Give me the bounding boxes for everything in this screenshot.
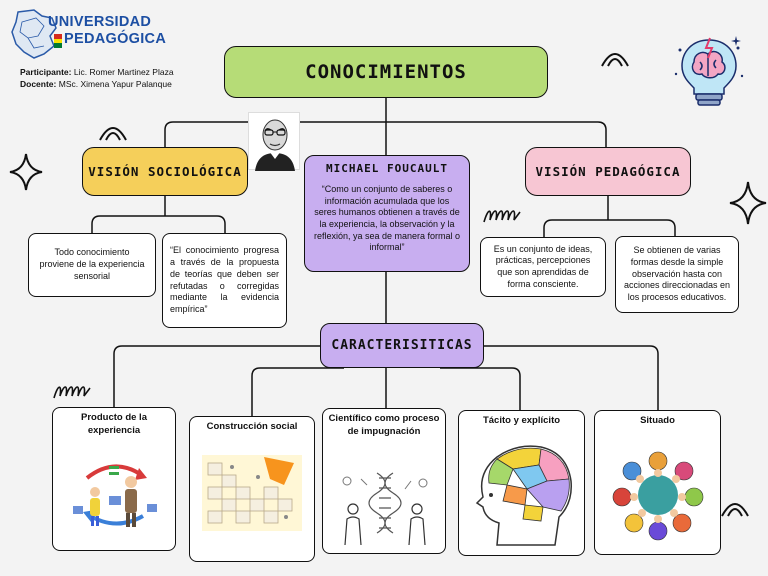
portrait-icon — [249, 113, 301, 171]
characteristic-2-label: Construcción social — [206, 421, 298, 432]
logo-line-1: UNIVERSIDAD — [48, 14, 152, 30]
characteristic-3-label: Científico como proceso de impugnación — [328, 413, 440, 437]
sparkle-icon — [728, 180, 768, 226]
sociologica-item-1 — [28, 233, 156, 297]
main-title: CONOCIMIENTOS — [305, 61, 467, 83]
arc-doodle-icon — [718, 490, 752, 520]
sociologica-item-2-text: “El conocimiento progresa a través de la propuesta de teorías que deben ser refutadas o corregidas mediante la evidencia empírica” — [170, 245, 279, 314]
characteristic-card-2 — [189, 416, 315, 562]
teacher-label: Docente: — [20, 79, 57, 89]
logo-flag-icon — [54, 34, 62, 48]
logo-line-2: PEDAGÓGICA — [64, 31, 167, 47]
caracteristicas-title: CARACTERISITICAS — [331, 338, 473, 353]
teacher-value: MSc. Ximena Yapur Palanque — [58, 79, 172, 89]
characteristic-card-5 — [594, 410, 721, 555]
vision-pedagogica-title: VISIÓN PEDAGÓGICA — [535, 164, 681, 179]
characteristic-card-1 — [52, 407, 176, 551]
characteristic-5-label: Situado — [640, 415, 675, 426]
vision-sociologica-box — [82, 147, 248, 196]
characteristic-4-label: Tácito y explícito — [482, 415, 561, 426]
teacher-line — [20, 79, 172, 90]
vision-pedagogica-box — [525, 147, 691, 196]
characteristic-card-3 — [322, 408, 446, 554]
foucault-quote: “Como un conjunto de saberes o información acumulada que los seres humanos obtienen a través de la experiencia, la observación y la reflexión, ya sea de manera formal o informal” — [313, 184, 461, 253]
people-exchange-icon — [65, 456, 165, 532]
phrenology-head-icon — [467, 437, 577, 547]
participant-value: Lic. Romer Martinez Plaza — [73, 67, 174, 77]
vision-sociologica-title: VISIÓN SOCIOLÓGICA — [88, 164, 242, 179]
foucault-portrait — [248, 112, 300, 170]
foucault-title: MICHAEL FOUCAULT — [326, 162, 448, 175]
pedagogica-item-1 — [480, 237, 606, 297]
participant-label: Participante: — [20, 67, 72, 77]
puzzle-icon — [202, 455, 302, 531]
sparkle-icon — [8, 152, 44, 192]
pedagogica-item-2-text: Se obtienen de varias formas desde la simple observación hasta con acciones direccionadas en los procesos educativos. — [623, 245, 731, 303]
main-title-box — [224, 46, 548, 98]
scientists-dna-icon — [333, 469, 437, 549]
characteristic-1-label: Producto de la experiencia — [81, 412, 147, 436]
arc-doodle-icon — [96, 114, 130, 144]
loop-doodle-icon — [482, 204, 522, 226]
pedagogica-item-2 — [615, 236, 739, 313]
characteristic-card-4 — [458, 410, 585, 556]
group-circle-icon — [610, 447, 706, 543]
participant-line — [20, 67, 174, 78]
brain-lightbulb-icon — [674, 34, 744, 110]
sociologica-item-1-text: Todo conocimiento proviene de la experiencia sensorial — [39, 247, 145, 281]
foucault-box — [304, 155, 470, 272]
loop-doodle-icon — [52, 380, 92, 402]
sociologica-item-2 — [162, 233, 287, 328]
arc-doodle-icon — [598, 40, 632, 70]
pedagogica-item-1-text: Es un conjunto de ideas, prácticas, percepciones que son aprendidas de forma consciente. — [493, 243, 593, 289]
caracteristicas-box — [320, 323, 484, 368]
university-logo — [8, 6, 178, 62]
